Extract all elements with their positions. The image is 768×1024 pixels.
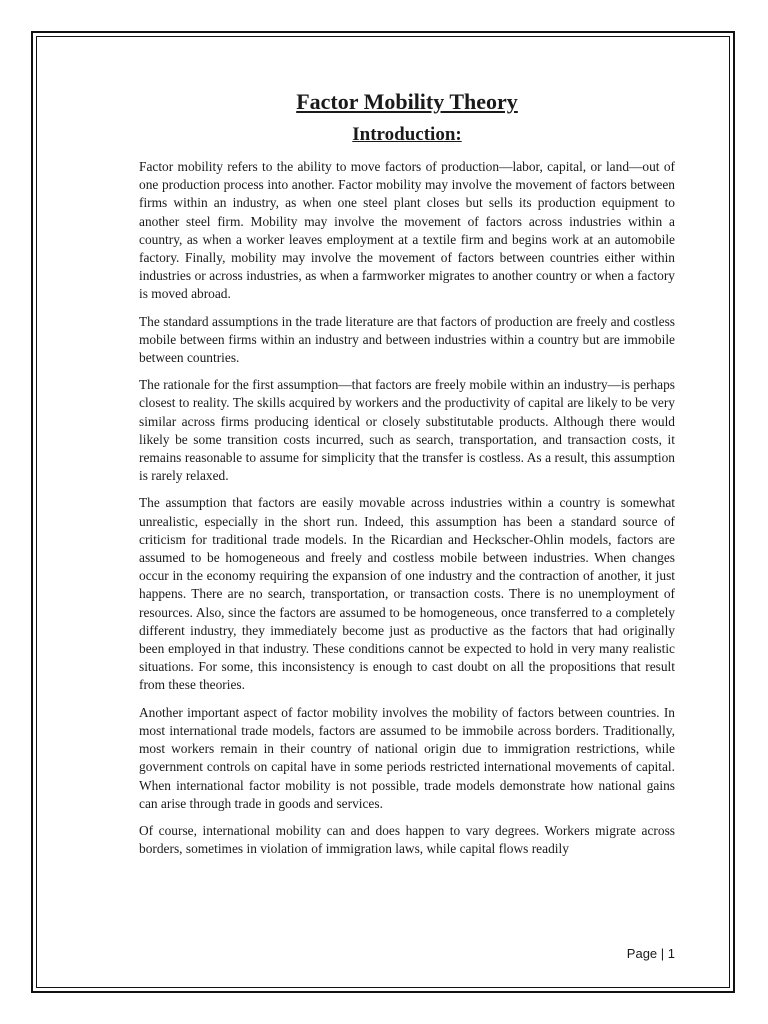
page-number: Page | 1: [626, 946, 675, 961]
document-title: Factor Mobility Theory: [296, 89, 518, 114]
paragraph: Another important aspect of factor mobility involves the mobility of factors between countries. In most international trade models, factors are assumed to be immobile across borders. Traditionally, most workers remain in their country of national origin due to immigration restrictions, while government controls on capital have in some periods restricted international movements of capital. When international factor mobility is not possible, trade models demonstrate how national gains can arise through trade in goods and services.: [139, 704, 675, 811]
paragraph: Factor mobility refers to the ability to move factors of production—labor, capital, or land—out of one production process into another. Factor mobility may involve the movement of factors between firms within an industry, as when one steel plant closes but sells its production equipment to another steel firm. Mobility may involve the movement of factors across industries within a country, as when a worker leaves employment at a textile firm and begins work at an automobile factory. Finally, mobility may involve the movement of factors between countries either within industries or across industries, as when a farmworker migrates to another country or when a factory is moved abroad.: [139, 159, 675, 302]
paragraph: The assumption that factors are easily movable across industries within a country is somewhat unrealistic, especially in the short run. Indeed, this assumption has been a standard source of criticism for traditional trade models. In the Ricardian and Heckscher-Ohlin models, factors are assumed to be homogeneous and freely and costless mobile between industries. When changes occur in the economy requiring the expansion of one industry and the contraction of another, it just happens. There are no search, transportation, or transaction costs. There is no unemployment of resources. Also, since the factors are assumed to be homogeneous, once transferred to a completely different industry, they immediately become just as productive as the factors that had originally been employed in that industry. These conditions cannot be expected to hold in very many realistic situations. For some, this inconsistency is enough to cast doubt on all the propositions that result from these theories.: [139, 495, 675, 693]
section-heading: Introduction:: [352, 124, 462, 145]
document-body: [139, 86, 675, 867]
paragraph: The standard assumptions in the trade literature are that factors of production are freely and costless mobile between firms within an industry and between industries within a country but are immobile between countries.: [139, 313, 675, 366]
paragraph: The rationale for the first assumption—that factors are freely mobile within an industry—is perhaps closest to reality. The skills acquired by workers and the productivity of capital are likely to be very similar across firms producing identical or closely substitutable products. Although there would likely be some transition costs incurred, such as search, transportation, and transaction costs, it remains reasonable to assume for simplicity that the transfer is costless. As a result, this assumption is rarely relaxed.: [139, 377, 675, 484]
paragraph: Of course, international mobility can and does happen to vary degrees. Workers migrate across borders, sometimes in violation of immigration laws, while capital flows readily: [139, 822, 675, 857]
